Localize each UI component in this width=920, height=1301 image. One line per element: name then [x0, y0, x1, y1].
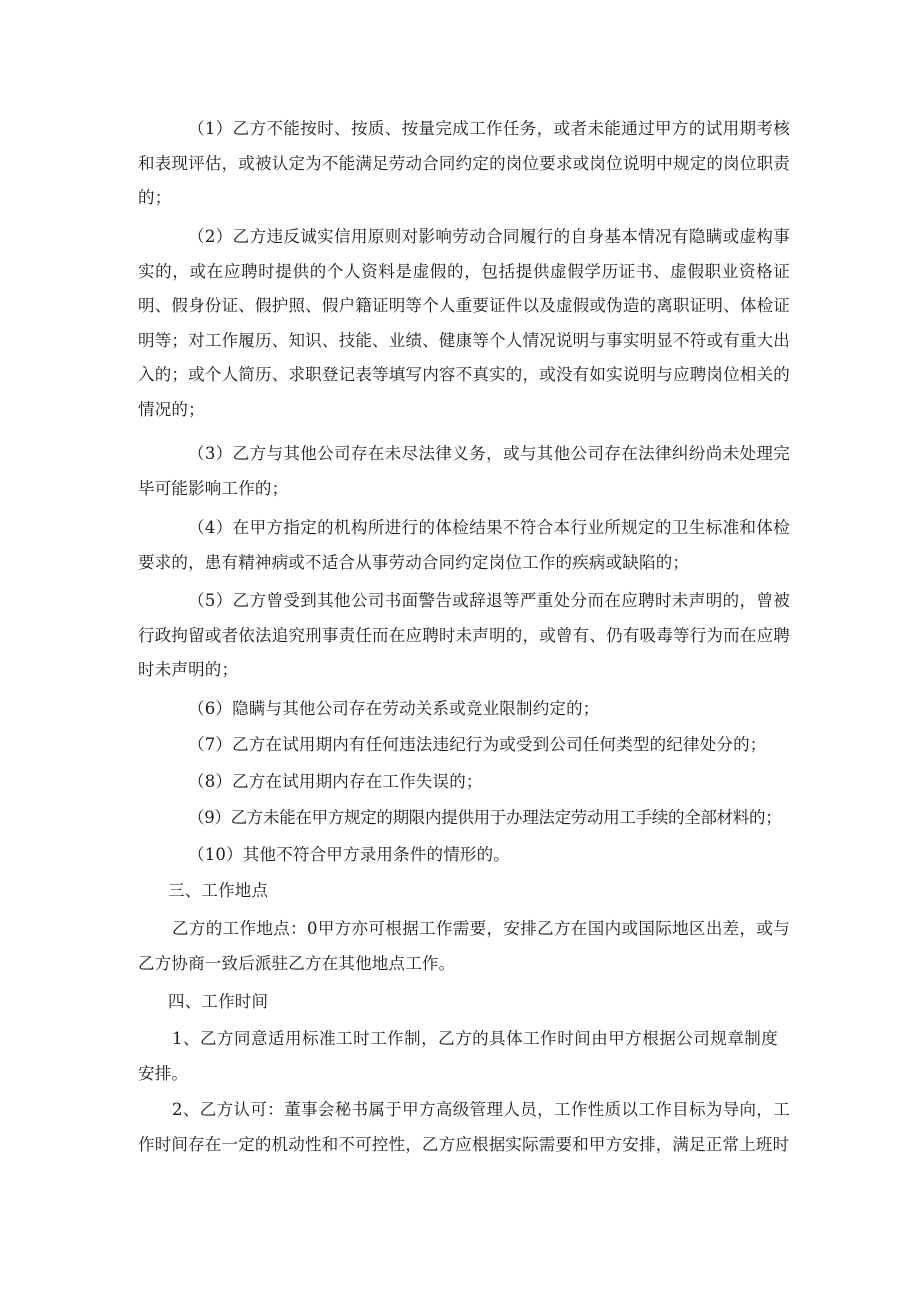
section-heading-work-time: 四、工作时间: [168, 992, 269, 1011]
clause-10: （10）其他不符合甲方录用条件的情形的。: [188, 845, 510, 864]
clause-3: （3）乙方与其他公司存在未尽法律义务，或与其他公司存在法律纠纷尚未处理完毕可能影响工作的；: [138, 444, 790, 498]
clause-2: （2）乙方违反诚实信用原则对影响劳动合同履行的自身基本情况有隐瞒或虚构事实的，或在应聘时提供的个人资料是虚假的，包括提供虚假学历证书、虚假职业资格证明、假身份证、假护照、假户籍证明等个人重要证件以及虚假或伪造的离职证明、体检证明等；对工作履历、知识、技能、业绩、健康等个人情况说明与事实明显不符或有重大出入的；或个人简历、求职登记表等填写内容不真实的，或没有如实说明与应聘岗位相关的情况的；: [138, 227, 790, 419]
work-location-body: 乙方的工作地点：0甲方亦可根据工作需要，安排乙方在国内或国际地区出差，或与乙方协商一致后派驻乙方在其他地点工作。: [138, 919, 790, 973]
clause-5: （5）乙方曾受到其他公司书面警告或辞退等严重处分而在应聘时未声明的，曾被行政拘留或者依法追究刑事责任而在应聘时未声明的，或曾有、仍有吸毒等行为而在应聘时未声明的；: [138, 591, 790, 679]
clause-7: （7）乙方在试用期内有任何违法违纪行为或受到公司任何类型的纪律处分的；: [188, 735, 767, 754]
clause-9: （9）乙方未能在甲方规定的期限内提供用于办理法定劳动用工手续的全部材料的；: [188, 808, 782, 827]
section-heading-work-location: 三、工作地点: [168, 881, 269, 900]
clause-1: （1）乙方不能按时、按质、按量完成工作任务，或者未能通过甲方的试用期考核和表现评估，或被认定为不能满足劳动合同约定的岗位要求或岗位说明中规定的岗位职责的；: [138, 119, 790, 207]
work-time-item-2: 2、乙方认可：董事会秘书属于甲方高级管理人员，工作性质以工作目标为导向，工作时间存在一定的机动性和不可控性，乙方应根据实际需要和甲方安排，满足正常上班时: [138, 1100, 790, 1154]
clause-4: （4）在甲方指定的机构所进行的体检结果不符合本行业所规定的卫生标准和体检要求的，患有精神病或不适合从事劳动合同约定岗位工作的疾病或缺陷的；: [138, 518, 790, 572]
clause-6: （6）隐瞒与其他公司存在劳动关系或竞业限制约定的；: [188, 699, 600, 718]
clause-8: （8）乙方在试用期内存在工作失误的；: [188, 772, 483, 791]
work-time-item-1: 1、乙方同意适用标准工时工作制，乙方的具体工作时间由甲方根据公司规章制度安排。: [138, 1029, 778, 1083]
